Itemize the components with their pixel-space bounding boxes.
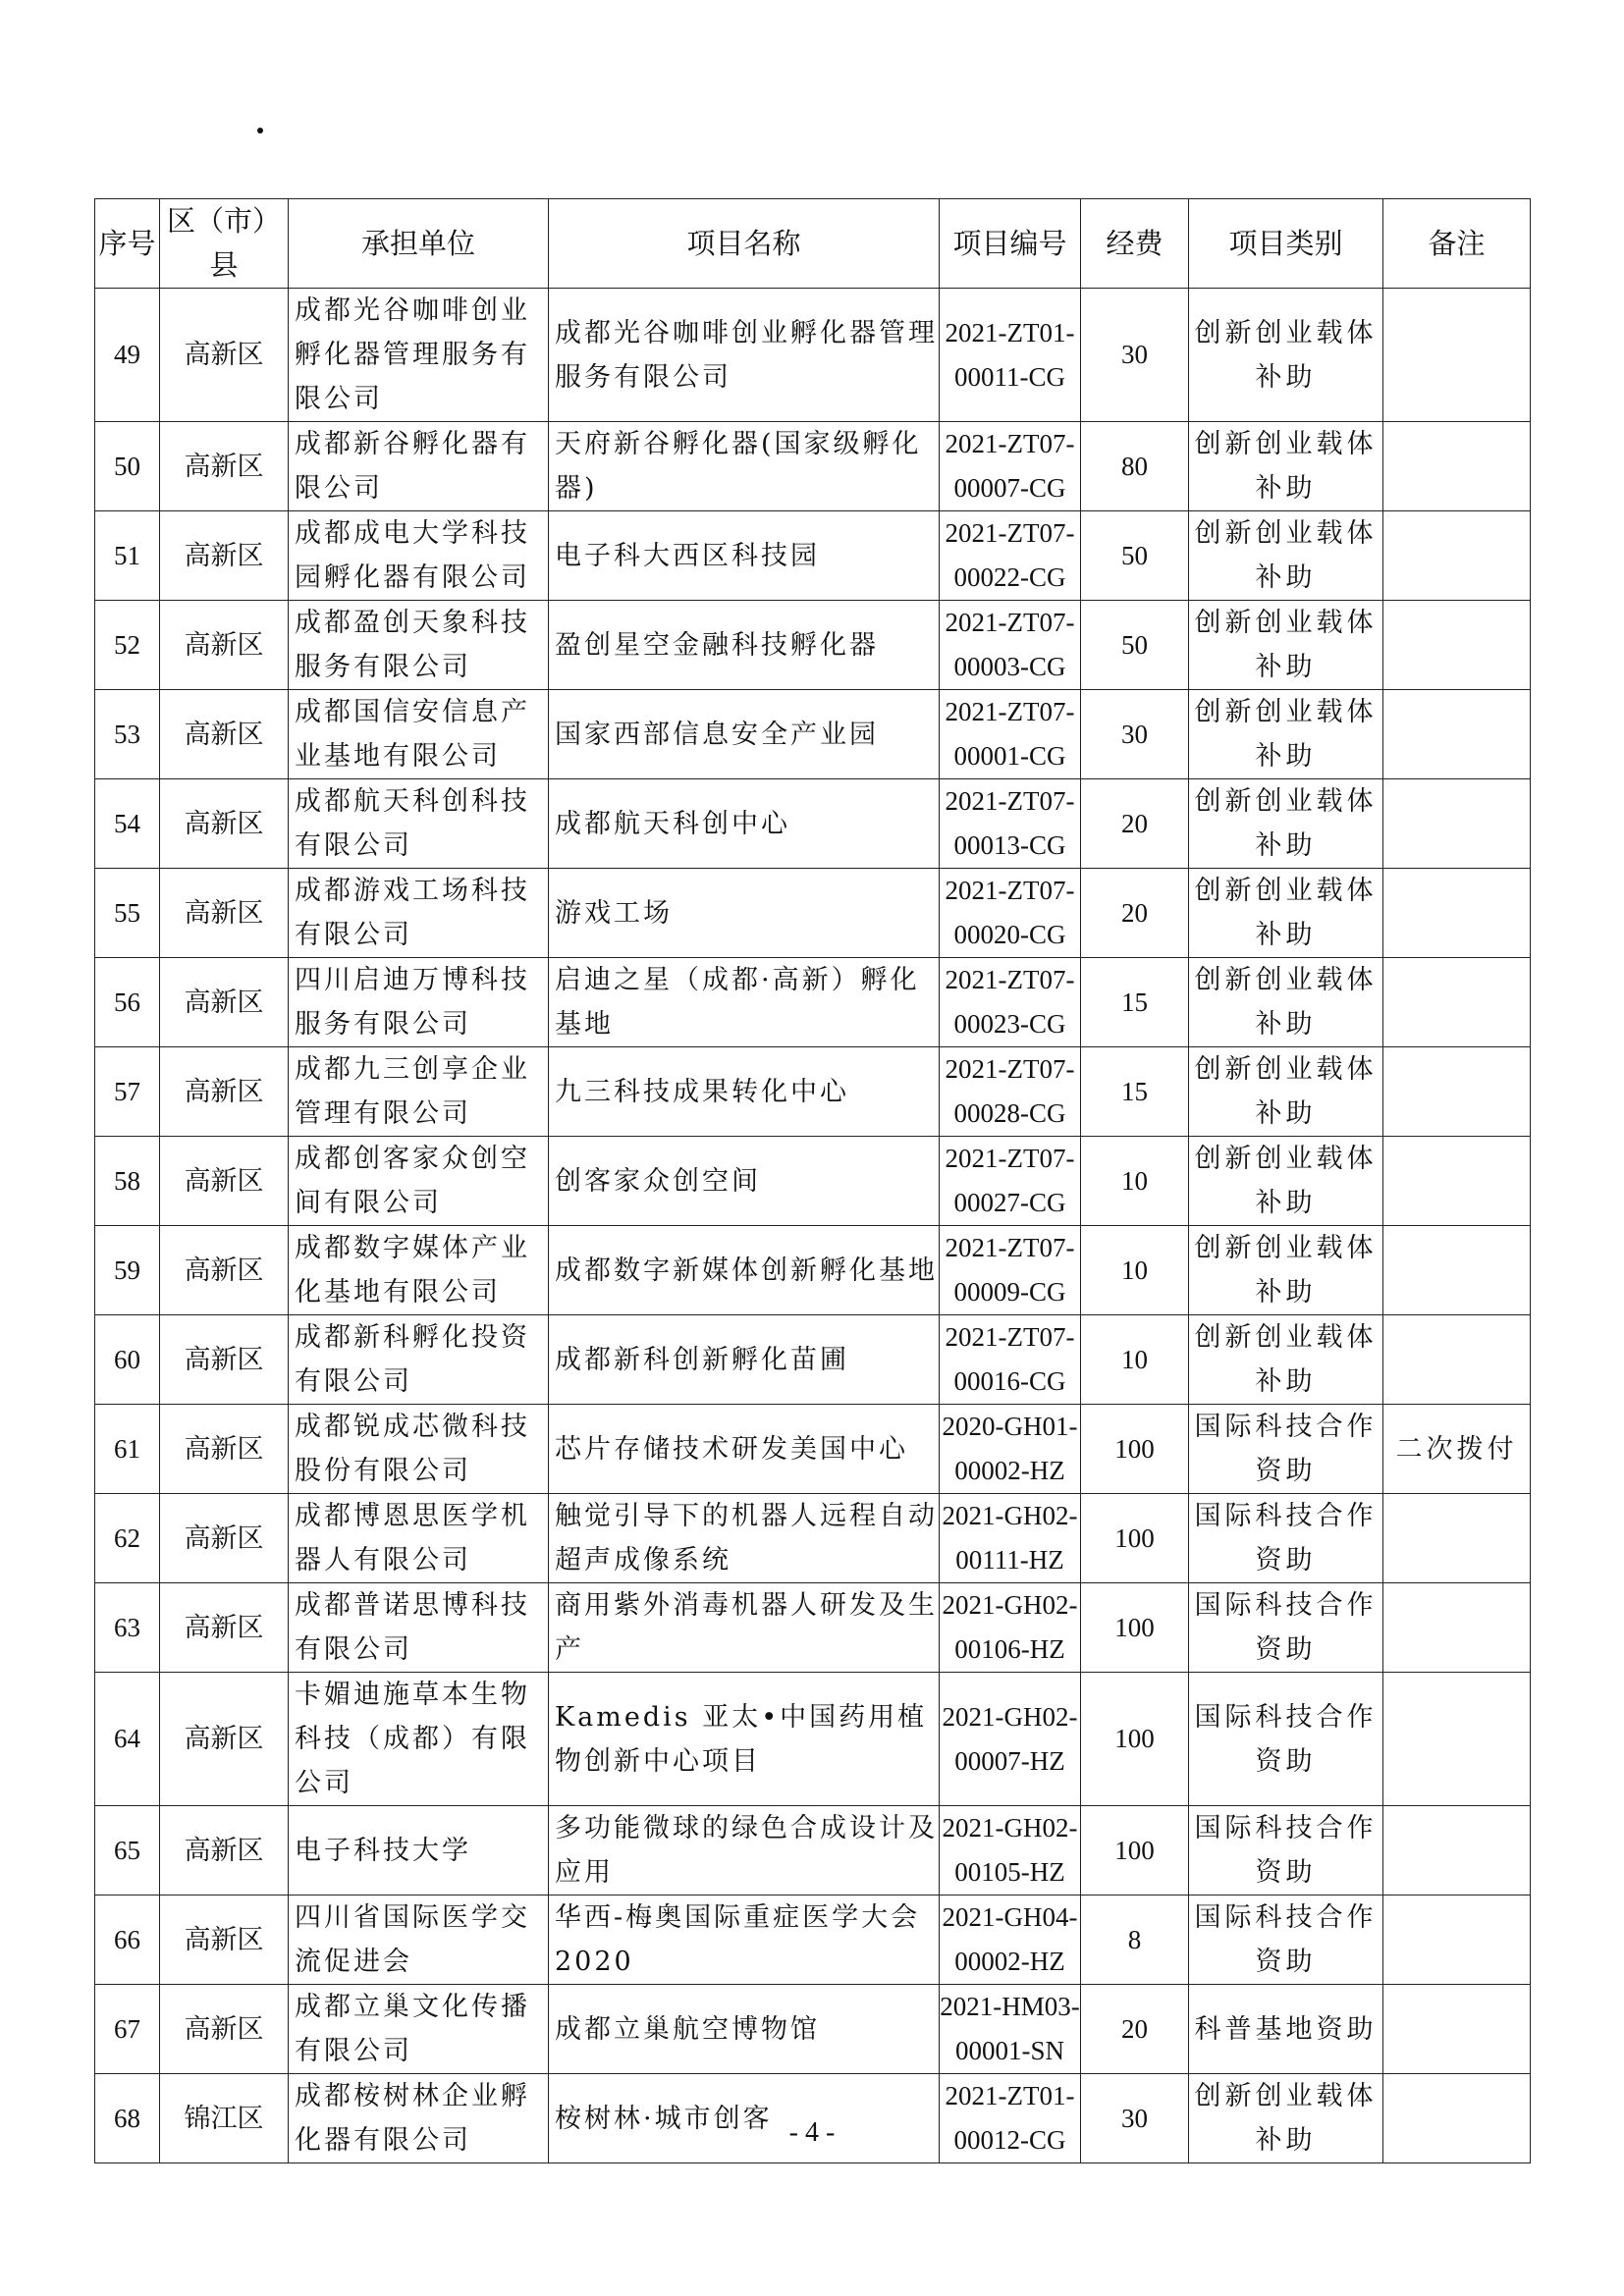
cell-code: 2020-GH01-00002-HZ: [940, 1405, 1081, 1494]
header-district: 区（市）县: [160, 199, 289, 289]
cell-unit: 成都光谷咖啡创业孵化器管理服务有限公司: [289, 289, 549, 422]
cell-district: 高新区: [160, 1405, 289, 1494]
cell-seq: 64: [95, 1673, 160, 1806]
table-row: [95, 1673, 1531, 1806]
cell-unit: 成都游戏工场科技有限公司: [289, 869, 549, 958]
table-row: [95, 690, 1531, 779]
cell-funding: 15: [1081, 958, 1189, 1047]
table-row: [95, 1806, 1531, 1896]
cell-district: 高新区: [160, 869, 289, 958]
cell-code: 2021-GH02-00106-HZ: [940, 1583, 1081, 1673]
cell-note: [1383, 1583, 1531, 1673]
cell-code: 2021-GH02-00105-HZ: [940, 1806, 1081, 1896]
cell-district: 高新区: [160, 289, 289, 422]
cell-unit: 卡媚迪施草本生物科技（成都）有限公司: [289, 1673, 549, 1806]
cell-code: 2021-GH04-00002-HZ: [940, 1896, 1081, 1985]
cell-unit: 成都数字媒体产业化基地有限公司: [289, 1226, 549, 1315]
cell-code: 2021-ZT01-00012-CG: [940, 2074, 1081, 2163]
cell-note: [1383, 779, 1531, 869]
table-header-row: [95, 199, 1531, 289]
cell-code: 2021-ZT07-00009-CG: [940, 1226, 1081, 1315]
cell-unit: 成都锐成芯微科技股份有限公司: [289, 1405, 549, 1494]
cell-category: 国际科技合作资助: [1189, 1896, 1383, 1985]
table-body: [95, 289, 1531, 2163]
cell-funding: 100: [1081, 1673, 1189, 1806]
cell-note: [1383, 289, 1531, 422]
cell-district: 高新区: [160, 1494, 289, 1583]
cell-district: 高新区: [160, 1315, 289, 1405]
cell-unit: 四川启迪万博科技服务有限公司: [289, 958, 549, 1047]
cell-district: 高新区: [160, 422, 289, 511]
cell-category: 创新创业载体补助: [1189, 869, 1383, 958]
cell-seq: 54: [95, 779, 160, 869]
header-seq: 序号: [95, 199, 160, 289]
cell-seq: 50: [95, 422, 160, 511]
cell-project: 成都航天科创中心: [549, 779, 940, 869]
cell-code: 2021-ZT07-00001-CG: [940, 690, 1081, 779]
cell-district: 高新区: [160, 1985, 289, 2074]
cell-note: [1383, 1806, 1531, 1896]
table-row: [95, 1896, 1531, 1985]
cell-unit: 成都成电大学科技园孵化器有限公司: [289, 511, 549, 601]
header-funding: 经费: [1081, 199, 1189, 289]
cell-seq: 68: [95, 2074, 160, 2163]
cell-code: 2021-GH02-00007-HZ: [940, 1673, 1081, 1806]
table-row: [95, 1226, 1531, 1315]
cell-project: 成都新科创新孵化苗圃: [549, 1315, 940, 1405]
cell-project: 芯片存储技术研发美国中心: [549, 1405, 940, 1494]
cell-code: 2021-ZT07-00027-CG: [940, 1137, 1081, 1226]
table-row: [95, 1405, 1531, 1494]
cell-note: [1383, 1673, 1531, 1806]
cell-funding: 15: [1081, 1047, 1189, 1137]
cell-unit: 成都新科孵化投资有限公司: [289, 1315, 549, 1405]
cell-unit: 四川省国际医学交流促进会: [289, 1896, 549, 1985]
cell-funding: 50: [1081, 601, 1189, 690]
cell-seq: 49: [95, 289, 160, 422]
table-row: [95, 601, 1531, 690]
cell-district: 高新区: [160, 779, 289, 869]
cell-district: 高新区: [160, 601, 289, 690]
cell-project: 天府新谷孵化器(国家级孵化器): [549, 422, 940, 511]
cell-unit: 成都航天科创科技有限公司: [289, 779, 549, 869]
cell-funding: 10: [1081, 1137, 1189, 1226]
cell-code: 2021-ZT07-00023-CG: [940, 958, 1081, 1047]
cell-district: 高新区: [160, 1137, 289, 1226]
cell-project: 桉树林·城市创客: [549, 2074, 940, 2163]
cell-seq: 62: [95, 1494, 160, 1583]
cell-seq: 67: [95, 1985, 160, 2074]
cell-category: 创新创业载体补助: [1189, 2074, 1383, 2163]
table-row: [95, 289, 1531, 422]
cell-note: 二次拨付: [1383, 1405, 1531, 1494]
table-row: [95, 869, 1531, 958]
cell-project: 电子科大西区科技园: [549, 511, 940, 601]
stray-dot: [257, 128, 263, 133]
project-table: [94, 198, 1531, 2163]
table-row: [95, 779, 1531, 869]
cell-seq: 52: [95, 601, 160, 690]
header-code: 项目编号: [940, 199, 1081, 289]
cell-funding: 80: [1081, 422, 1189, 511]
cell-category: 创新创业载体补助: [1189, 1047, 1383, 1137]
cell-seq: 66: [95, 1896, 160, 1985]
cell-project: 国家西部信息安全产业园: [549, 690, 940, 779]
cell-note: [1383, 690, 1531, 779]
cell-code: 2021-ZT07-00020-CG: [940, 869, 1081, 958]
cell-unit: 成都九三创享企业管理有限公司: [289, 1047, 549, 1137]
cell-seq: 58: [95, 1137, 160, 1226]
cell-category: 创新创业载体补助: [1189, 690, 1383, 779]
table-row: [95, 958, 1531, 1047]
cell-category: 创新创业载体补助: [1189, 1226, 1383, 1315]
cell-category: 创新创业载体补助: [1189, 511, 1383, 601]
cell-category: 国际科技合作资助: [1189, 1583, 1383, 1673]
cell-funding: 20: [1081, 1985, 1189, 2074]
cell-seq: 65: [95, 1806, 160, 1896]
cell-code: 2021-ZT07-00007-CG: [940, 422, 1081, 511]
header-note: 备注: [1383, 199, 1531, 289]
cell-project: 商用紫外消毒机器人研发及生产: [549, 1583, 940, 1673]
cell-code: 2021-ZT01-00011-CG: [940, 289, 1081, 422]
table-row: [95, 1047, 1531, 1137]
cell-unit: 成都新谷孵化器有限公司: [289, 422, 549, 511]
cell-district: 高新区: [160, 958, 289, 1047]
cell-unit: 成都桉树林企业孵化器有限公司: [289, 2074, 549, 2163]
cell-funding: 8: [1081, 1896, 1189, 1985]
cell-category: 国际科技合作资助: [1189, 1494, 1383, 1583]
cell-note: [1383, 1137, 1531, 1226]
cell-seq: 59: [95, 1226, 160, 1315]
cell-seq: 56: [95, 958, 160, 1047]
cell-category: 国际科技合作资助: [1189, 1673, 1383, 1806]
table-row: [95, 1315, 1531, 1405]
cell-seq: 60: [95, 1315, 160, 1405]
cell-note: [1383, 422, 1531, 511]
cell-district: 高新区: [160, 690, 289, 779]
cell-project: 多功能微球的绿色合成设计及应用: [549, 1806, 940, 1896]
cell-note: [1383, 1047, 1531, 1137]
cell-unit: 电子科技大学: [289, 1806, 549, 1896]
cell-category: 创新创业载体补助: [1189, 422, 1383, 511]
cell-project: 盈创星空金融科技孵化器: [549, 601, 940, 690]
cell-project: 九三科技成果转化中心: [549, 1047, 940, 1137]
cell-district: 高新区: [160, 1583, 289, 1673]
table-row: [95, 1494, 1531, 1583]
cell-district: 高新区: [160, 1226, 289, 1315]
cell-seq: 63: [95, 1583, 160, 1673]
cell-funding: 20: [1081, 779, 1189, 869]
cell-code: 2021-GH02-00111-HZ: [940, 1494, 1081, 1583]
cell-funding: 10: [1081, 1226, 1189, 1315]
header-project: 项目名称: [549, 199, 940, 289]
cell-district: 高新区: [160, 1896, 289, 1985]
table-row: [95, 511, 1531, 601]
cell-project: Kamedis 亚太•中国药用植物创新中心项目: [549, 1673, 940, 1806]
cell-unit: 成都创客家众创空间有限公司: [289, 1137, 549, 1226]
cell-note: [1383, 601, 1531, 690]
cell-category: 国际科技合作资助: [1189, 1405, 1383, 1494]
cell-category: 创新创业载体补助: [1189, 779, 1383, 869]
cell-code: 2021-HM03-00001-SN: [940, 1985, 1081, 2074]
cell-unit: 成都国信安信息产业基地有限公司: [289, 690, 549, 779]
cell-category: 创新创业载体补助: [1189, 601, 1383, 690]
cell-unit: 成都盈创天象科技服务有限公司: [289, 601, 549, 690]
cell-project: 华西-梅奥国际重症医学大会2020: [549, 1896, 940, 1985]
header-unit: 承担单位: [289, 199, 549, 289]
table-row: [95, 1583, 1531, 1673]
cell-unit: 成都立巢文化传播有限公司: [289, 1985, 549, 2074]
cell-note: [1383, 958, 1531, 1047]
cell-funding: 30: [1081, 690, 1189, 779]
cell-funding: 30: [1081, 289, 1189, 422]
cell-category: 创新创业载体补助: [1189, 1315, 1383, 1405]
cell-funding: 50: [1081, 511, 1189, 601]
table-row: [95, 1985, 1531, 2074]
table-row: [95, 1137, 1531, 1226]
cell-note: [1383, 869, 1531, 958]
table-row: [95, 422, 1531, 511]
cell-note: [1383, 1226, 1531, 1315]
cell-district: 高新区: [160, 1047, 289, 1137]
cell-project: 成都立巢航空博物馆: [549, 1985, 940, 2074]
cell-code: 2021-ZT07-00016-CG: [940, 1315, 1081, 1405]
cell-funding: 100: [1081, 1494, 1189, 1583]
cell-project: 创客家众创空间: [549, 1137, 940, 1226]
cell-district: 高新区: [160, 1673, 289, 1806]
cell-note: [1383, 511, 1531, 601]
cell-project: 启迪之星（成都·高新）孵化基地: [549, 958, 940, 1047]
cell-district: 高新区: [160, 511, 289, 601]
cell-code: 2021-ZT07-00003-CG: [940, 601, 1081, 690]
cell-seq: 61: [95, 1405, 160, 1494]
cell-category: 科普基地资助: [1189, 1985, 1383, 2074]
cell-code: 2021-ZT07-00022-CG: [940, 511, 1081, 601]
cell-project: 成都光谷咖啡创业孵化器管理服务有限公司: [549, 289, 940, 422]
header-category: 项目类别: [1189, 199, 1383, 289]
cell-funding: 100: [1081, 1405, 1189, 1494]
cell-unit: 成都博恩思医学机器人有限公司: [289, 1494, 549, 1583]
cell-district: 高新区: [160, 1806, 289, 1896]
cell-project: 游戏工场: [549, 869, 940, 958]
cell-seq: 53: [95, 690, 160, 779]
cell-note: [1383, 1494, 1531, 1583]
cell-funding: 100: [1081, 1583, 1189, 1673]
cell-seq: 51: [95, 511, 160, 601]
page-number: - 4 -: [788, 2117, 836, 2148]
cell-code: 2021-ZT07-00013-CG: [940, 779, 1081, 869]
cell-funding: 30: [1081, 2074, 1189, 2163]
cell-category: 创新创业载体补助: [1189, 1137, 1383, 1226]
cell-seq: 55: [95, 869, 160, 958]
cell-unit: 成都普诺思博科技有限公司: [289, 1583, 549, 1673]
cell-district: 锦江区: [160, 2074, 289, 2163]
cell-funding: 20: [1081, 869, 1189, 958]
cell-note: [1383, 1985, 1531, 2074]
cell-funding: 100: [1081, 1806, 1189, 1896]
cell-project: 成都数字新媒体创新孵化基地: [549, 1226, 940, 1315]
cell-category: 创新创业载体补助: [1189, 958, 1383, 1047]
cell-category: 国际科技合作资助: [1189, 1806, 1383, 1896]
cell-code: 2021-ZT07-00028-CG: [940, 1047, 1081, 1137]
cell-note: [1383, 1896, 1531, 1985]
cell-project: 触觉引导下的机器人远程自动超声成像系统: [549, 1494, 940, 1583]
cell-funding: 10: [1081, 1315, 1189, 1405]
cell-seq: 57: [95, 1047, 160, 1137]
cell-note: [1383, 1315, 1531, 1405]
cell-category: 创新创业载体补助: [1189, 289, 1383, 422]
